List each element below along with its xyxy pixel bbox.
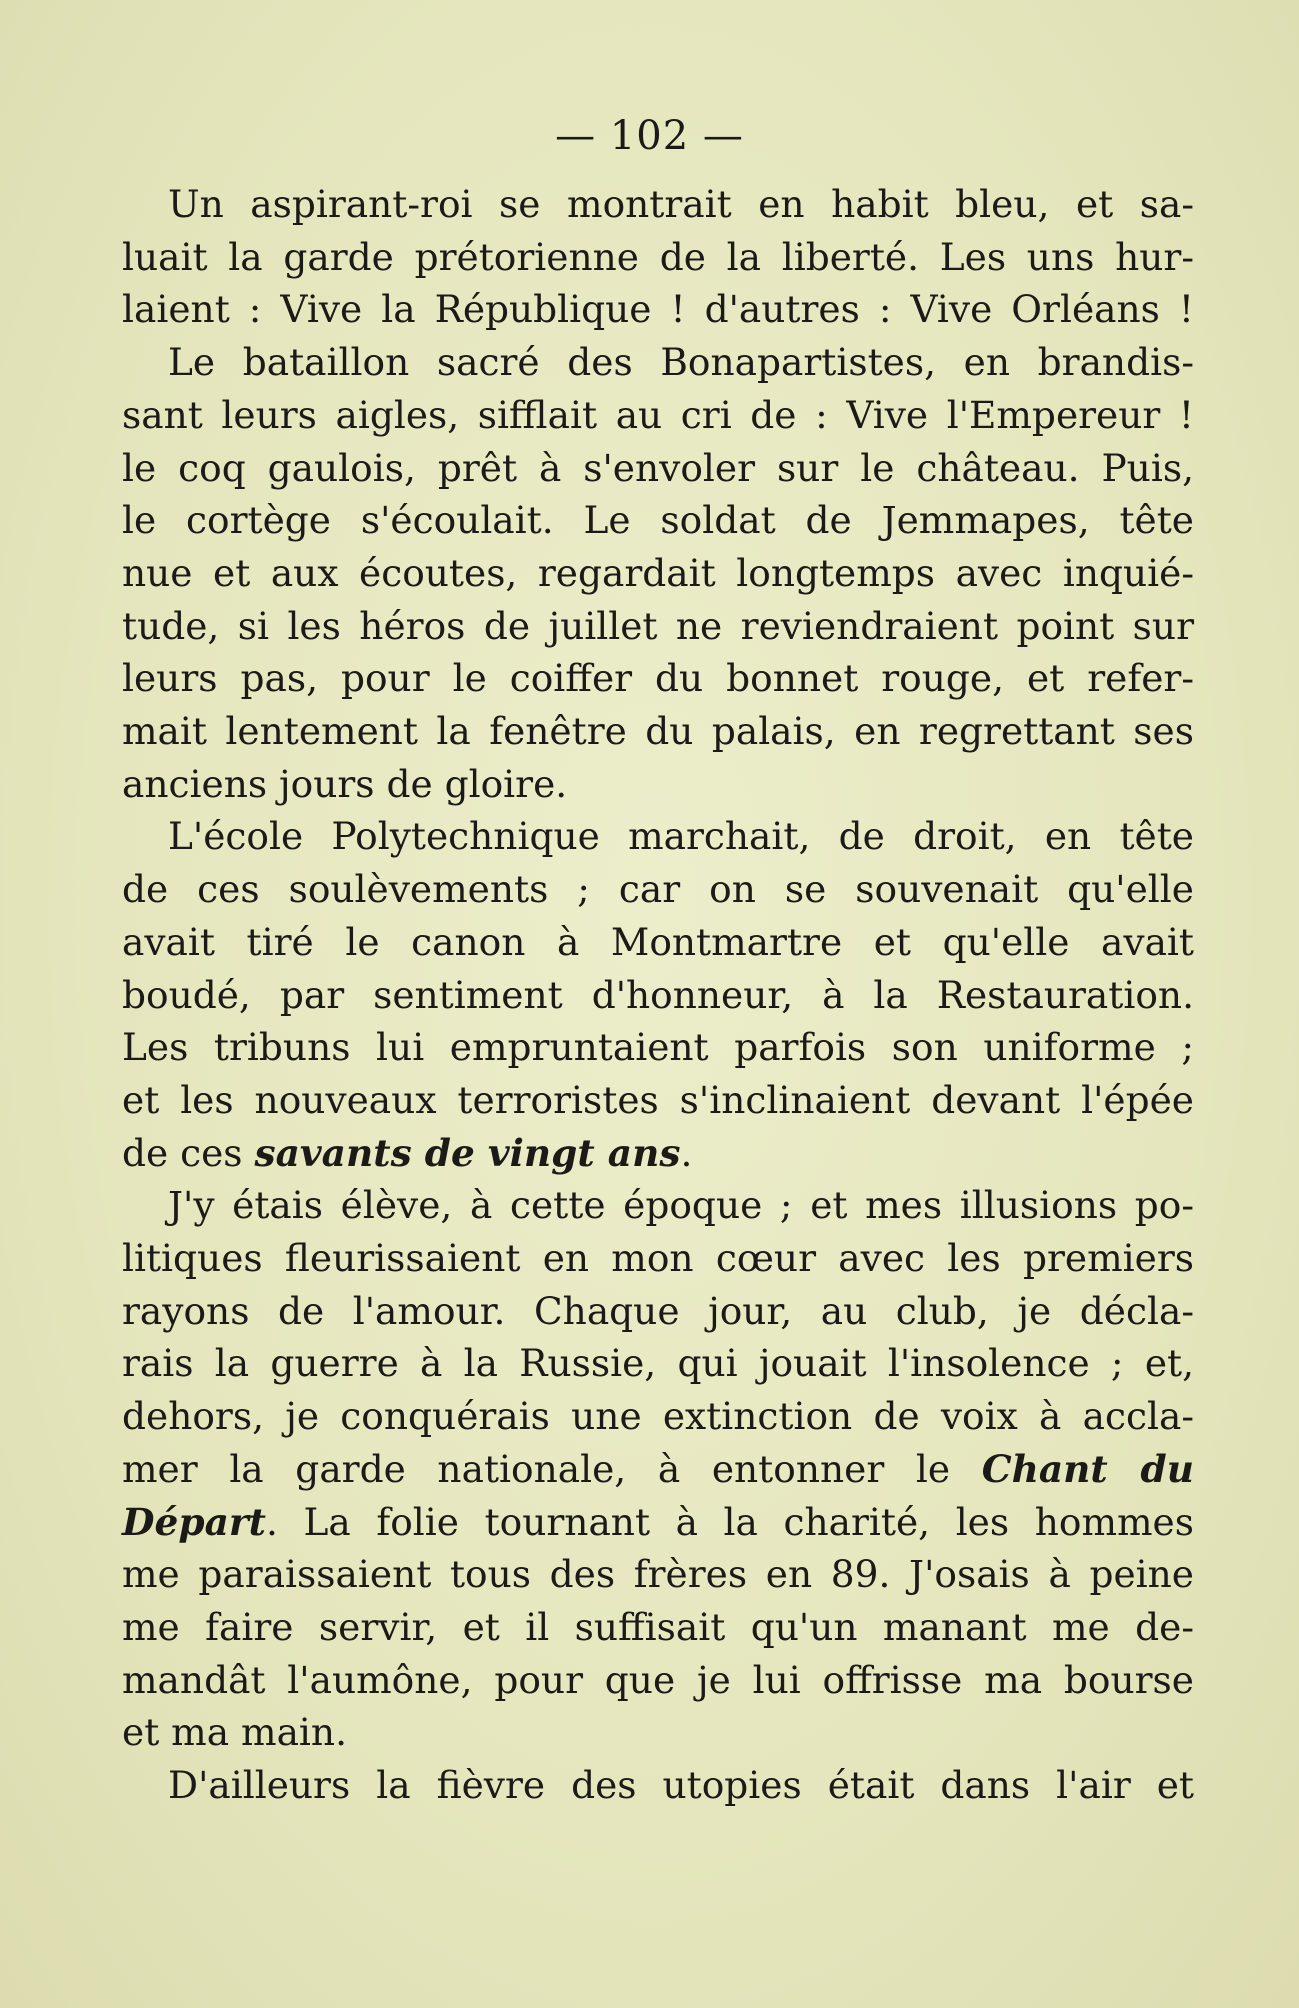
text-line: le cortège s'écoulait. Le soldat de Jemmapes, tête [122,498,1194,543]
text-line: Le bataillon sacré des Bonapartistes, en brandis- [168,340,1194,385]
text-line: Un aspirant-roi se montrait en habit bleu, et sa- [168,182,1194,226]
paragraph-3 [122,810,1194,1179]
paragraph-5 [122,1759,1194,1812]
text-line: mait lentement la fenêtre du palais, en regrettant ses [122,709,1194,754]
text-line [122,1443,1194,1496]
text-line: litiques fleurissaient en mon cœur avec les premiers [122,1236,1194,1281]
text-line: boudé, par sentiment d'honneur, à la Restauration. [122,972,1194,1017]
text-line: de ces soulèvements ; car on se souvenait qu'elle [122,867,1194,912]
text-run: de ces [122,1130,255,1175]
text-line: D'ailleurs la fièvre des utopies était dans l'air et [168,1763,1194,1808]
text-line: sant leurs aigles, sifflait au cri de : Vive l'Empereur ! [122,392,1194,437]
text-run: . [680,1130,693,1175]
text-line: Les tribuns lui empruntaient parfois son uniforme ; [122,1025,1194,1070]
text-line: anciens jours de gloire. [122,761,568,806]
text-line: me faire servir, et il suffisait qu'un manant me de- [122,1604,1194,1649]
text-line: avait tiré le canon à Montmartre et qu'elle avait [122,919,1194,964]
text-run: mer la garde nationale, à entonner le [122,1446,982,1491]
text-line [122,1127,1194,1180]
italic-phrase: Chant du [981,1446,1194,1491]
paragraph-1 [122,178,1194,336]
text-run: . La folie tournant à la charité, les hommes [265,1499,1194,1544]
text-line: nue et aux écoutes, regardait longtemps avec inquié- [122,550,1194,595]
text-line: J'y étais élève, à cette époque ; et mes illusions po- [168,1183,1194,1228]
text-line [122,1496,1194,1549]
body-text [122,178,1194,1812]
text-line: et les nouveaux terroristes s'inclinaient devant l'épée [122,1077,1194,1122]
italic-phrase: savants de vingt ans [254,1130,681,1175]
text-line: tude, si les héros de juillet ne reviendraient point sur [122,603,1194,648]
text-line: leurs pas, pour le coiffer du bonnet rouge, et refer- [122,656,1194,701]
text-line: et ma main. [122,1710,347,1755]
text-line: me paraissaient tous des frères en 89. J'osais à peine [122,1552,1194,1597]
paragraph-4 [122,1179,1194,1759]
text-line: luait la garde prétorienne de la liberté. Les uns hur- [122,234,1194,279]
paragraph-2 [122,336,1194,810]
text-line: rayons de l'amour. Chaque jour, au club, je décla- [122,1288,1194,1333]
page-number: — 102 — [555,113,744,159]
text-line: rais la guerre à la Russie, qui jouait l'insolence ; et, [122,1341,1194,1386]
text-line: le coq gaulois, prêt à s'envoler sur le château. Puis, [122,445,1194,490]
italic-phrase: Départ [122,1499,266,1544]
text-line: mandât l'aumône, pour que je lui offrisse ma bourse [122,1657,1194,1702]
text-line: laient : Vive la République ! d'autres : Vive Orléans ! [122,287,1194,332]
text-line: L'école Polytechnique marchait, de droit, en tête [168,814,1194,859]
text-line: dehors, je conquérais une extinction de voix à accla- [122,1394,1194,1439]
